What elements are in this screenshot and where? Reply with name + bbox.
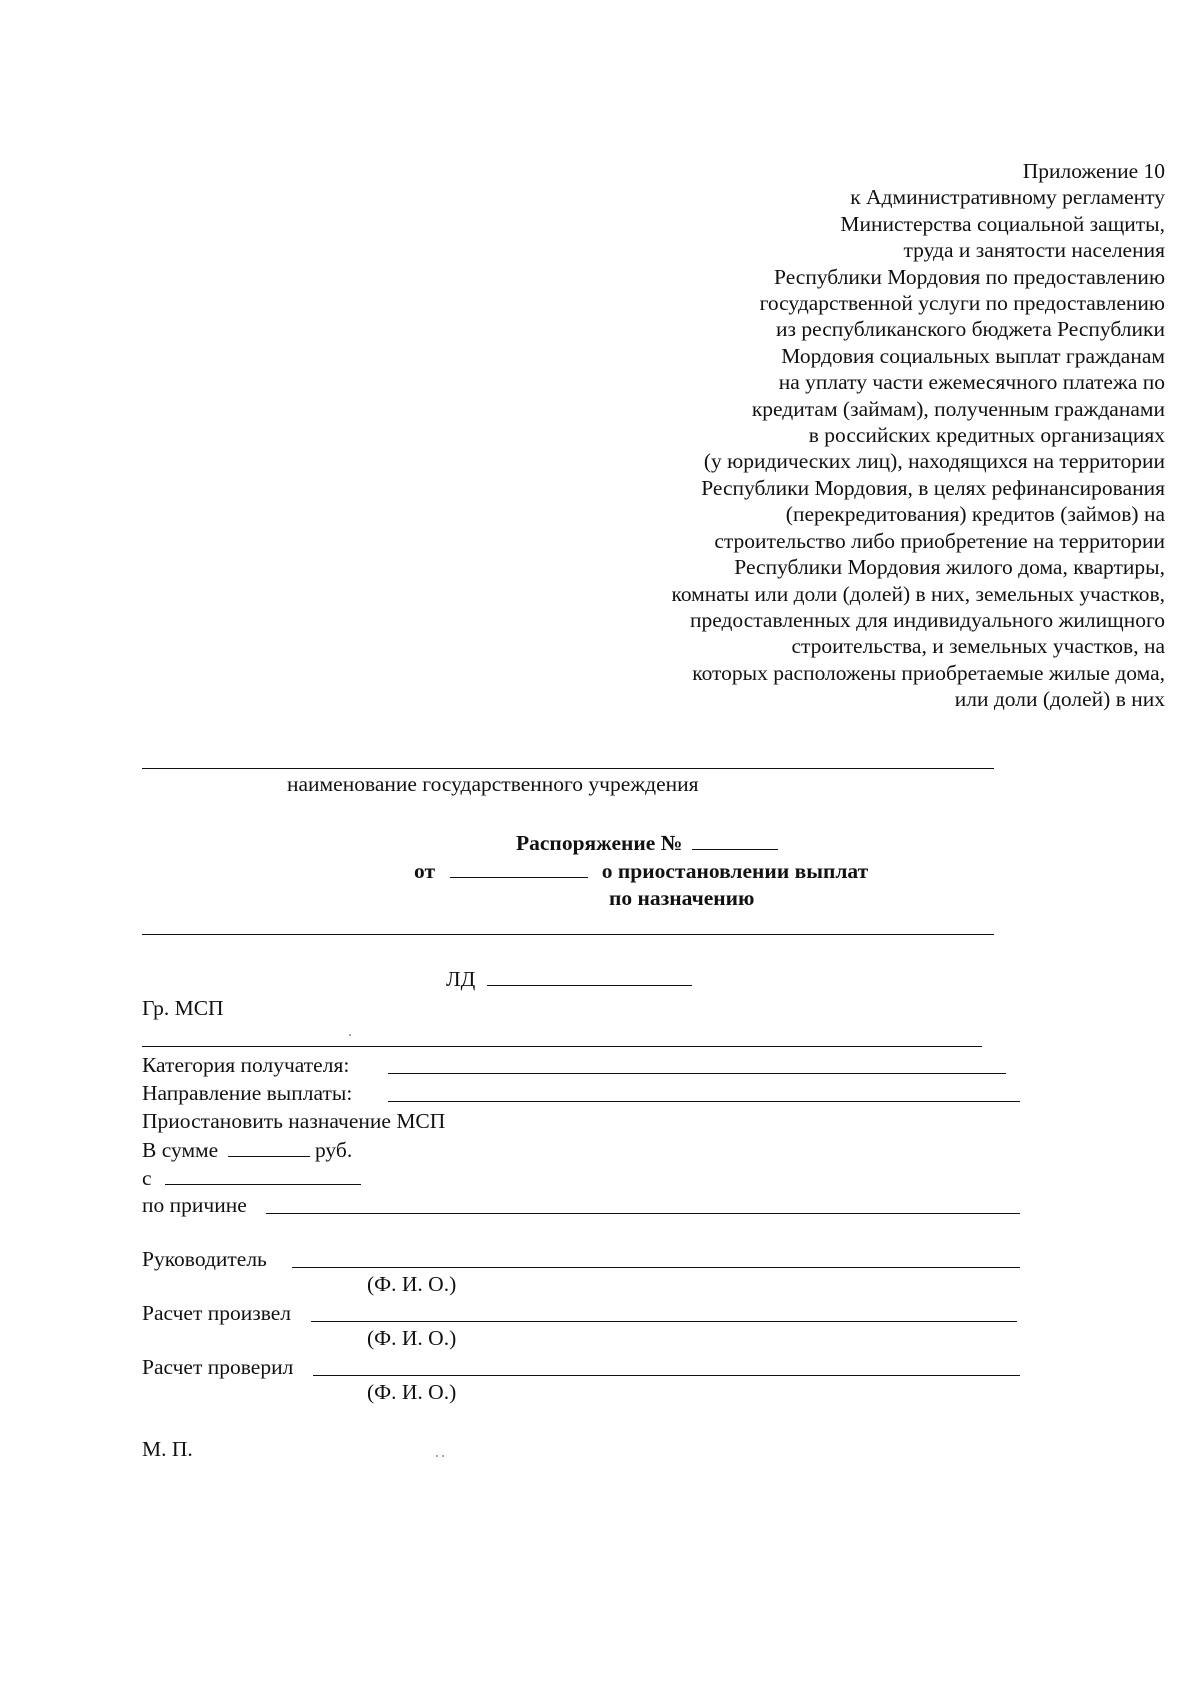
calc-made-line — [311, 1321, 1017, 1322]
appendix-line: или доли (долей) в них — [954, 687, 1165, 712]
ld-field — [446, 965, 692, 992]
institution-name-line — [142, 768, 994, 769]
appendix-line: Мордовия социальных выплат гражданам — [781, 343, 1165, 368]
scan-speck — [442, 1455, 444, 1457]
order-date-blank — [450, 857, 588, 878]
head-label: Руководитель — [142, 1247, 267, 1271]
appendix-line: государственной услуги по предоставлению — [759, 291, 1165, 316]
appendix-line: в российских кредитных организациях — [808, 423, 1165, 448]
appendix-line: которых расположены приобретаемые жилые дома, — [692, 660, 1165, 685]
order-subject-line2: по назначению — [609, 886, 755, 910]
direction-label: Направление выплаты: — [142, 1081, 353, 1105]
head-signature-line — [292, 1267, 1020, 1268]
appendix-line: (перекредитования) кредитов (займов) на — [785, 502, 1165, 527]
appendix-line: из республиканского бюджета Республики — [776, 317, 1165, 342]
calc-made-label: Расчет произвел — [142, 1301, 292, 1325]
from-label: с — [142, 1166, 152, 1190]
appendix-line: к Административному регламенту — [850, 185, 1165, 210]
order-number-blank — [692, 829, 778, 850]
calc-checked-line — [313, 1375, 1020, 1376]
direction-blank — [388, 1101, 1020, 1102]
sum-suffix: руб. — [314, 1138, 353, 1162]
from-field — [142, 1164, 361, 1191]
reason-label: по причине — [142, 1193, 247, 1217]
appendix-line: (у юридических лиц), находящихся на территории — [703, 449, 1165, 474]
order-title-label: Распоряжение № — [516, 831, 683, 855]
institution-caption: наименование государственного учреждения — [287, 772, 699, 796]
sum-blank — [228, 1136, 310, 1157]
order-date-line — [414, 857, 868, 884]
group-label: Гр. МСП — [142, 996, 224, 1020]
order-from-label: от — [414, 859, 436, 883]
appendix-line: строительство либо приобретение на территории — [714, 528, 1165, 553]
head-fio-caption: (Ф. И. О.) — [367, 1272, 457, 1296]
stamp-label: М. П. — [142, 1437, 193, 1461]
calc-made-fio-caption: (Ф. И. О.) — [367, 1326, 457, 1350]
calc-checked-label: Расчет проверил — [142, 1355, 294, 1379]
group-line — [142, 1046, 982, 1047]
order-separator-line — [142, 934, 994, 935]
appendix-line: Республики Мордовия, в целях рефинансирования — [701, 475, 1165, 500]
appendix-line: кредитам (займам), полученным гражданами — [751, 396, 1165, 421]
appendix-line: Республики Мордовия жилого дома, квартиры, — [734, 555, 1165, 580]
calc-checked-fio-caption: (Ф. И. О.) — [367, 1380, 457, 1404]
scan-speck — [349, 1034, 351, 1036]
category-blank — [388, 1073, 1006, 1074]
appendix-line: Приложение 10 — [1022, 159, 1165, 183]
reason-blank — [266, 1213, 1020, 1214]
appendix-line: Министерства социальной защиты, — [840, 211, 1165, 236]
appendix-line: предоставленных для индивидуального жилищного — [689, 607, 1165, 632]
appendix-line: строительства, и земельных участков, на — [791, 634, 1165, 659]
appendix-line: комнаты или доли (долей) в них, земельных участков, — [671, 581, 1165, 606]
appendix-line: Республики Мордовия по предоставлению — [774, 264, 1165, 289]
category-label: Категория получателя: — [142, 1053, 350, 1077]
from-blank — [165, 1164, 361, 1185]
appendix-header — [525, 158, 1165, 713]
order-subject-line1: о приостановлении выплат — [601, 859, 869, 883]
suspend-label: Приостановить назначение МСП — [142, 1109, 446, 1133]
appendix-line: труда и занятости населения — [903, 238, 1165, 263]
order-title — [516, 829, 778, 856]
sum-field — [142, 1136, 352, 1163]
appendix-line: на уплату части ежемесячного платежа по — [778, 370, 1165, 395]
ld-blank — [487, 965, 692, 986]
sum-prefix: В сумме — [142, 1138, 219, 1162]
ld-label: ЛД — [446, 967, 476, 991]
scan-speck — [436, 1455, 438, 1457]
